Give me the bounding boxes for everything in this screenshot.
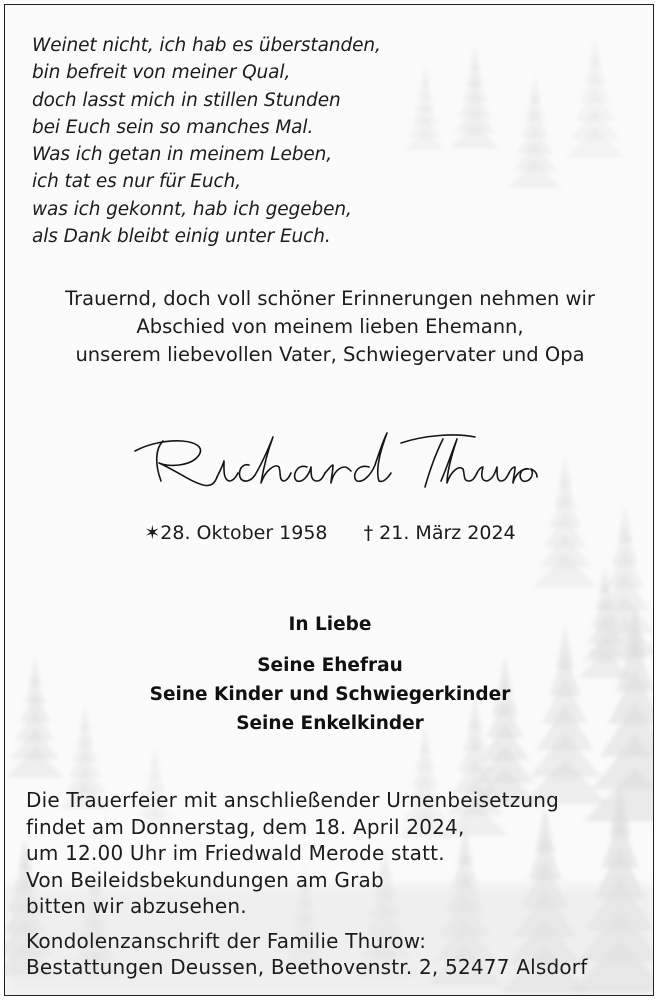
- service-info: [26, 787, 587, 981]
- intro-line: Abschied von meinem lieben Ehemann,: [136, 315, 524, 338]
- contact-line: Kondolenzanschrift der Familie Thurow:: [26, 928, 427, 953]
- service-line: findet am Donnerstag, dem 18. April 2024,: [26, 814, 465, 839]
- service-line: um 12.00 Uhr im Friedwald Merode statt.: [26, 841, 445, 865]
- mourners-block: [5, 610, 654, 738]
- poem-line: ich tat es nur für Euch,: [32, 171, 241, 193]
- mourner-line: Seine Kinder und Schwiegerkinder: [149, 684, 511, 705]
- poem-line: Weinet nicht, ich hab es überstanden,: [32, 35, 381, 56]
- contact-line: Bestattungen Deussen, Beethovenstr. 2, 52477 Alsdorf: [26, 955, 588, 979]
- poem-line: als Dank bleibt einig unter Euch.: [32, 226, 331, 248]
- poem-line: Was ich getan in meinem Leben,: [32, 144, 333, 166]
- service-line: Die Trauerfeier mit anschließender Urnenbeisetzung: [26, 788, 560, 812]
- poem-line: bei Euch sein so manches Mal.: [32, 116, 314, 138]
- intro-line: unserem liebevollen Vater, Schwiegervater und Opa: [75, 343, 585, 366]
- obituary-notice: [4, 4, 654, 996]
- poem-line: bin befreit von meiner Qual,: [32, 62, 291, 84]
- intro-line: Trauernd, doch voll schöner Erinnerungen nehmen wir: [65, 287, 595, 310]
- service-line: Von Beileidsbekundungen am Grab: [26, 867, 384, 892]
- mourner-line: Seine Ehefrau: [257, 655, 403, 676]
- life-dates: [5, 522, 654, 544]
- mourners-heading: In Liebe: [288, 614, 372, 635]
- service-line: bitten wir abzusehen.: [26, 894, 247, 918]
- name-signature: [125, 425, 545, 505]
- birth-date: ✶28. Oktober 1958: [144, 522, 328, 544]
- mourner-line: Seine Enkelkinder: [236, 713, 424, 734]
- intro-text: [5, 285, 654, 369]
- poem-line: doch lasst mich in stillen Stunden: [32, 89, 341, 111]
- poem: [32, 32, 381, 250]
- poem-line: was ich gekonnt, hab ich gegeben,: [32, 198, 352, 220]
- death-date: † 21. März 2024: [363, 522, 516, 544]
